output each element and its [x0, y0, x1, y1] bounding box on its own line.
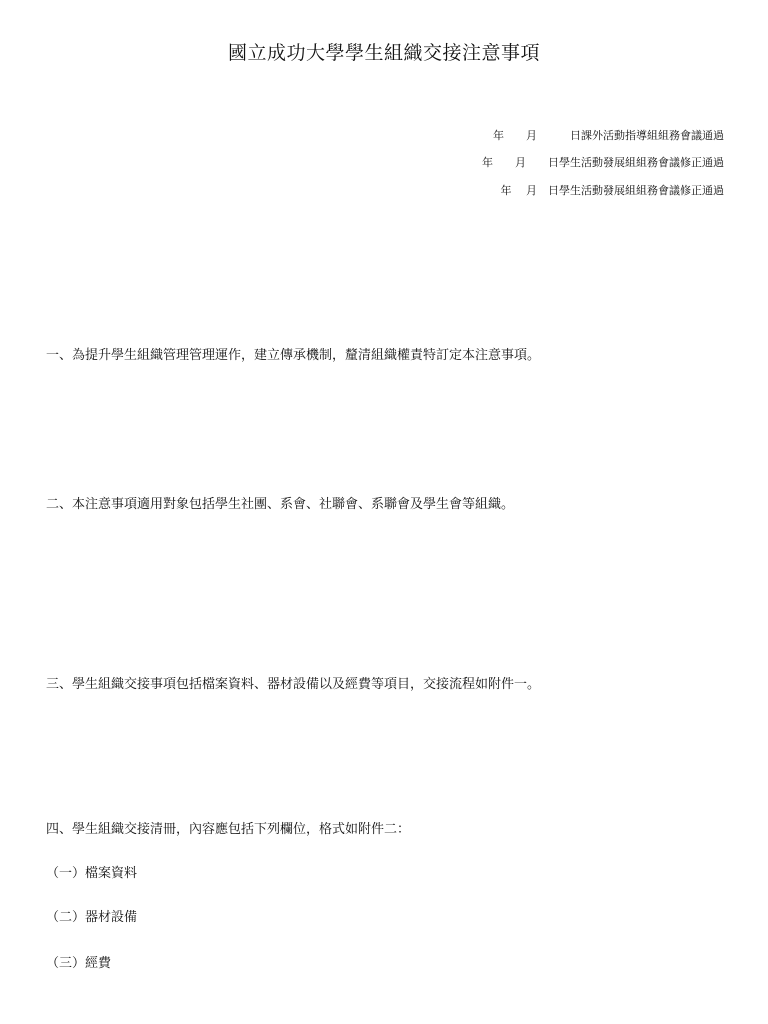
approval-record-1: 年 月 日課外活動指導組組務會議通過 [493, 129, 724, 142]
approval-record-3: 年 月 日學生活動發展組組務會議修正通過 [500, 184, 724, 197]
article-3: 三、學生組織交接事項包括檔案資料、器材設備以及經費等項目，交接流程如附件一。 [46, 677, 541, 692]
article-4: 四、學生組織交接清冊，內容應包括下列欄位，格式如附件二： [46, 822, 411, 837]
approval-record-2: 年 月 日學生活動發展組組務會議修正通過 [482, 156, 724, 169]
document-title: 國立成功大學學生組織交接注意事項 [227, 42, 540, 64]
article-4-item-1: （一）檔案資料 [46, 866, 138, 881]
article-2: 二、本注意事項適用對象包括學生社團、系會、社聯會、系聯會及學生會等組織。 [46, 497, 515, 512]
article-1: 一、為提升學生組織管理管理運作，建立傳承機制，釐清組織權責特訂定本注意事項。 [46, 348, 541, 363]
article-4-item-2: （二）器材設備 [46, 910, 138, 925]
article-4-item-3: （三）經費 [46, 956, 112, 971]
